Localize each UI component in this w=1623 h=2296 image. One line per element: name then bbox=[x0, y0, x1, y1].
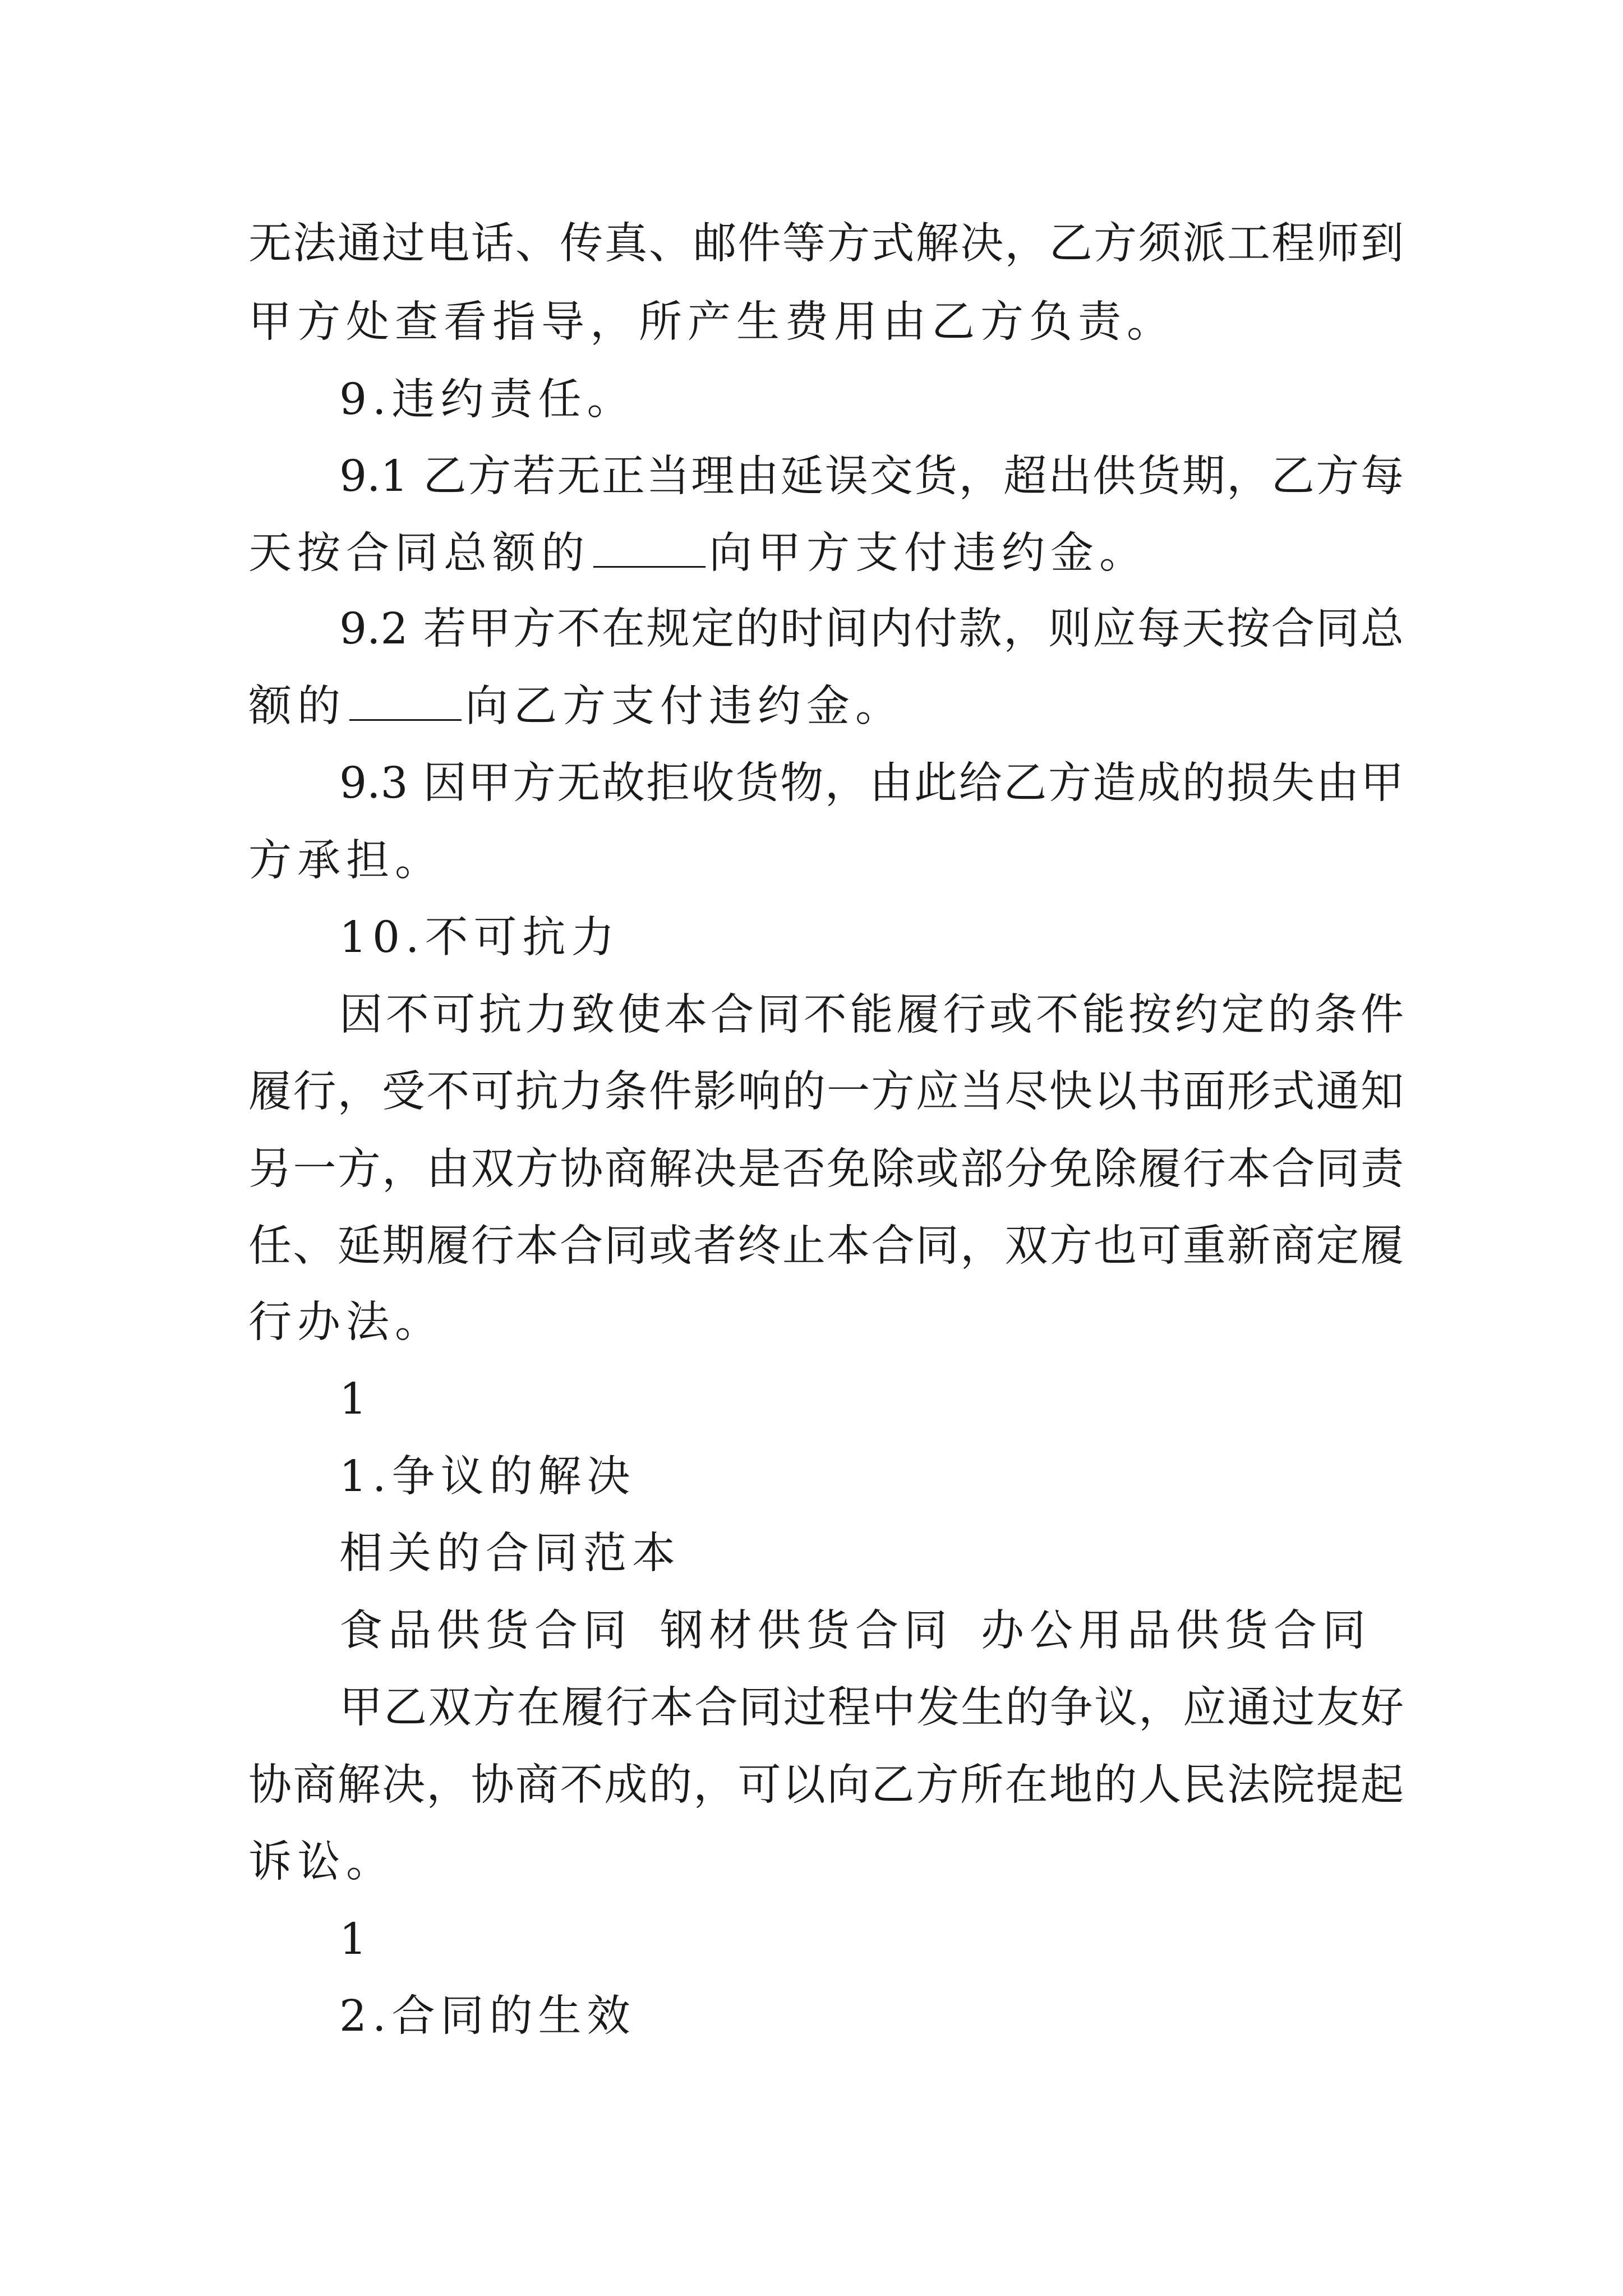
paragraph-line: 行办法。 bbox=[248, 1297, 444, 1347]
related-templates-links bbox=[339, 1603, 1404, 1659]
text-segment: 天按合同总额的 bbox=[248, 528, 590, 578]
paragraph-line: 甲方处查看指导，所产生费用由乙方负责。 bbox=[248, 297, 1175, 347]
paragraph-line: 甲乙双方在履行本合同过程中发生的争议，应通过友好 bbox=[339, 1683, 1404, 1733]
fill-in-blank[interactable] bbox=[349, 680, 462, 721]
clause-9-3: 9.3 因甲方无故拒收货物，由此给乙方造成的损失由甲 bbox=[339, 758, 1404, 808]
paragraph-line: 协商解决，协商不成的，可以向乙方所在地的人民法院提起 bbox=[248, 1760, 1404, 1810]
related-templates-heading: 相关的合同范本 bbox=[339, 1529, 681, 1579]
clause-9-1: 9.1 乙方若无正当理由延误交货，超出供货期，乙方每 bbox=[339, 452, 1404, 501]
paragraph-line: 因不可抗力致使本合同不能履行或不能按约定的条件 bbox=[339, 990, 1404, 1040]
clause-9-2: 9.2 若甲方不在规定的时间内付款，则应每天按合同总 bbox=[339, 604, 1404, 654]
paragraph-line: 另一方，由双方协商解决是否免除或部分免除履行本合同责 bbox=[248, 1144, 1404, 1194]
text-segment: 向甲方支付违约金。 bbox=[709, 528, 1148, 578]
section-heading: 1.争议的解决 bbox=[339, 1452, 636, 1502]
section-heading: 2.合同的生效 bbox=[339, 1991, 636, 2041]
paragraph-line: 无法通过电话、传真、邮件等方式解决，乙方须派工程师到 bbox=[248, 219, 1404, 269]
section-number: 1 bbox=[339, 1915, 372, 1964]
section-number: 1 bbox=[339, 1374, 372, 1424]
text-segment: 额的 bbox=[248, 682, 346, 731]
paragraph-line: 履行，受不可抗力条件影响的一方应当尽快以书面形式通知 bbox=[248, 1067, 1404, 1117]
fill-in-blank[interactable] bbox=[593, 527, 706, 568]
template-link[interactable]: 办公用品供货合同 bbox=[981, 1606, 1371, 1656]
template-link[interactable]: 食品供货合同 bbox=[339, 1606, 632, 1656]
section-heading: 10.不可抗力 bbox=[339, 913, 620, 963]
paragraph-line bbox=[248, 679, 1404, 735]
template-link[interactable]: 钢材供货合同 bbox=[660, 1606, 953, 1656]
text-segment: 向乙方支付违约金。 bbox=[465, 682, 904, 731]
paragraph-line: 任、延期履行本合同或者终止本合同，双方也可重新商定履 bbox=[248, 1221, 1404, 1271]
section-heading: 9.违约责任。 bbox=[339, 375, 636, 425]
paragraph-line: 诉讼。 bbox=[248, 1837, 395, 1887]
paragraph-line: 方承担。 bbox=[248, 836, 444, 886]
paragraph-line bbox=[248, 526, 1404, 582]
